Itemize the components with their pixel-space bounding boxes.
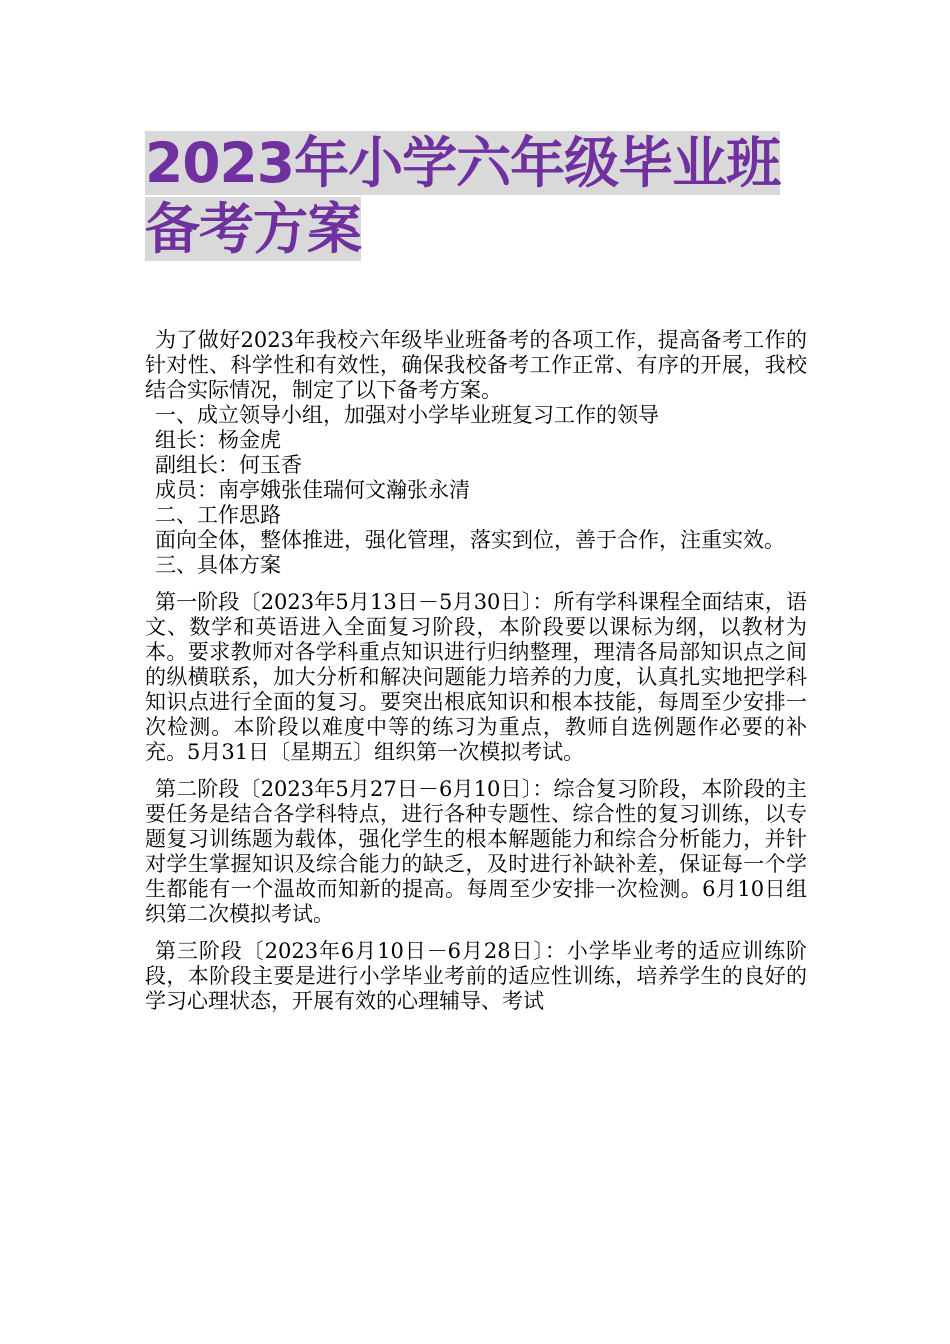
document-body — [145, 328, 807, 1014]
title-text: 2023年小学六年级毕业班备考方案 — [145, 131, 781, 261]
leader-line: 组长：杨金虎 — [155, 428, 281, 452]
members-line: 成员：南亭娥张佳瑞何文瀚张永清 — [155, 478, 470, 502]
phase-two-paragraph: 第二阶段〔2023年5月27日－6月10日〕：综合复习阶段，本阶段的主要任务是结合各学科特点，进行各种专题性、综合性的复习训练，以专题复习训练题为载体，强化学生的根本解题能力和综合分析能力，并针对学生掌握知识及综合能力的缺乏，及时进行补缺补差，保证每一个学生都能有一个温故而知新的提高。每周至少安排一次检测。6月10日组织第二次模拟考试。 — [145, 777, 807, 926]
document-title — [145, 0, 807, 262]
deputy-leader-line: 副组长：何玉香 — [155, 453, 302, 477]
phase-three-paragraph: 第三阶段〔2023年6月10日－6月28日〕：小学毕业考的适应训练阶段，本阶段主要是进行小学毕业考前的适应性训练，培养学生的良好的学习心理状态，开展有效的心理辅导、考试 — [145, 939, 807, 1013]
section-heading-plan: 三、具体方案 — [155, 553, 281, 577]
section-heading-leadership: 一、成立领导小组，加强对小学毕业班复习工作的领导 — [155, 403, 659, 427]
phase-one-paragraph: 第一阶段〔2023年5月13日－5月30日〕：所有学科课程全面结束，语文、数学和英语进入全面复习阶段，本阶段要以课标为纲，以教材为本。要求教师对各学科重点知识进行归纳整理，理清各局部知识点之间的纵横联系，加大分析和解决问题能力培养的力度，认真扎实地把学科知识点进行全面的复习。要突出根底知识和根本技能，每周至少安排一次检测。本阶段以难度中等的练习为重点，教师自选例题作必要的补充。5月31日〔星期五〕组织第一次模拟考试。 — [145, 590, 807, 764]
approach-paragraph: 面向全体，整体推进，强化管理，落实到位，善于合作，注重实效。 — [155, 528, 785, 552]
section-heading-approach: 二、工作思路 — [155, 503, 281, 527]
document-page — [145, 0, 807, 1014]
intro-paragraph: 为了做好2023年我校六年级毕业班备考的各项工作，提高备考工作的针对性、科学性和有效性，确保我校备考工作正常、有序的开展，我校结合实际情况，制定了以下备考方案。 — [145, 328, 807, 402]
